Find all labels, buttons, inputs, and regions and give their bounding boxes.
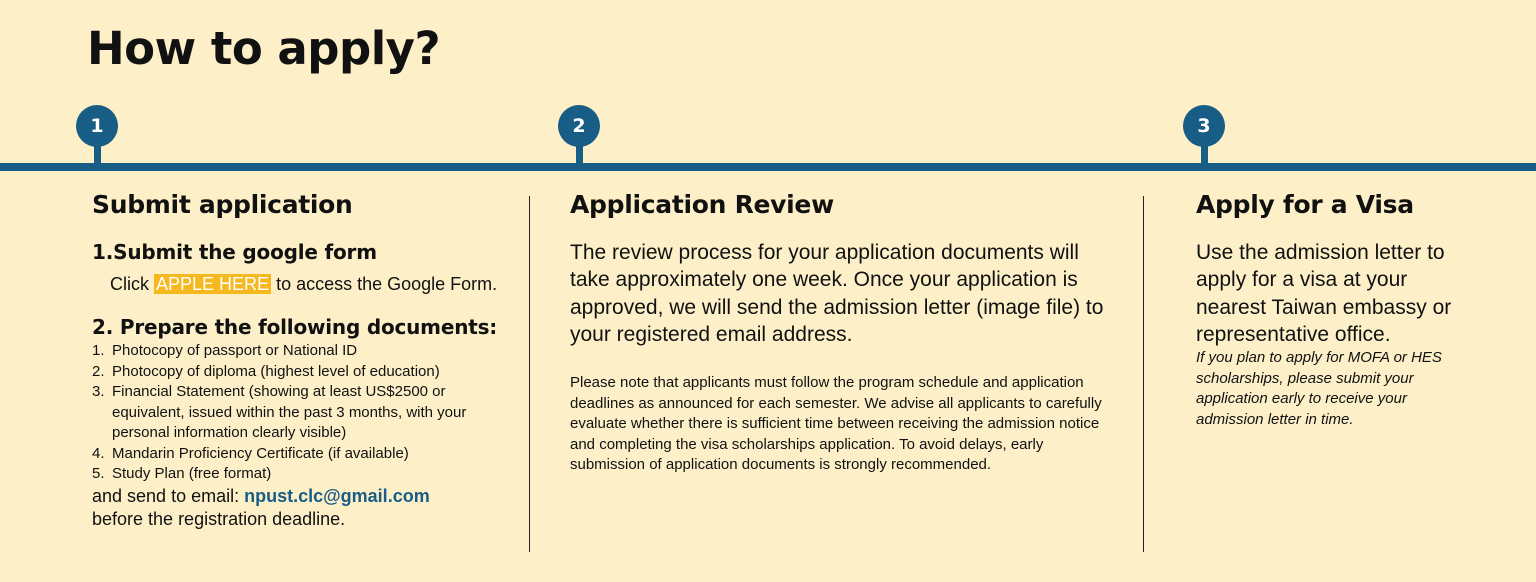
click-instruction — [110, 272, 522, 296]
section-heading: Apply for a Visa — [1196, 190, 1414, 219]
list-item: 2. Photocopy of diploma (highest level of education) — [92, 362, 440, 380]
visa-paragraph: Use the admission letter to apply for a visa at your nearest Taiwan embassy or representative office. — [1196, 241, 1452, 346]
apply-here-link[interactable]: APPLE HERE — [156, 274, 270, 294]
documents-list — [92, 341, 522, 485]
list-item: 4. Mandarin Proficiency Certificate (if available) — [92, 444, 409, 462]
step-marker-2 — [558, 105, 600, 167]
send-instruction — [92, 485, 522, 508]
step-marker-3 — [1183, 105, 1225, 167]
review-paragraph: The review process for your application documents will take approximately one week. Once your application is approved, we will send the admission letter (image file) to your registered email address. — [570, 241, 1104, 346]
step-google-form-heading: 1.Submit the google form — [92, 240, 377, 264]
page-title: How to apply? — [87, 22, 441, 75]
section-heading: Submit application — [92, 190, 353, 219]
click-prefix: Click — [110, 274, 149, 294]
list-item: 5. Study Plan (free format) — [92, 465, 272, 482]
step-number-2: 2 — [558, 105, 600, 147]
section-heading: Application Review — [570, 190, 834, 219]
timeline-line — [0, 163, 1536, 171]
click-suffix: to access the Google Form. — [276, 274, 498, 294]
list-item: 1. Photocopy of passport or National ID — [92, 342, 358, 359]
application-review-section — [570, 188, 1115, 476]
documents-heading: 2. Prepare the following documents: — [92, 315, 498, 339]
send-prefix: and send to email: — [92, 485, 240, 506]
step-number-1: 1 — [76, 105, 118, 147]
step-number-3: 3 — [1183, 105, 1225, 147]
scholarship-note: If you plan to apply for MOFA or HES scholarships, please submit your application early to receive your admission letter in time. — [1196, 349, 1442, 428]
column-divider-1 — [529, 196, 530, 552]
review-note: Please note that applicants must follow the program schedule and application deadlines as announced for each semester. We advise all applicants to carefully evaluate whether there is sufficient time between receiving the admission notice and completing the visa scholarships application. To avoid delays, early submission of application documents is strongly recommended. — [570, 374, 1102, 474]
visa-section — [1196, 188, 1456, 430]
email-link[interactable]: npust.clc@gmail.com — [244, 485, 430, 506]
step-marker-1 — [76, 105, 118, 167]
deadline-text: before the registration deadline. — [92, 508, 346, 529]
column-divider-2 — [1143, 196, 1144, 552]
submit-application-section — [92, 188, 522, 531]
list-item: 3. Financial Statement (showing at least US$2500 or equivalent, issued within the past 3 months, with your personal information clearly visible) — [92, 383, 467, 441]
